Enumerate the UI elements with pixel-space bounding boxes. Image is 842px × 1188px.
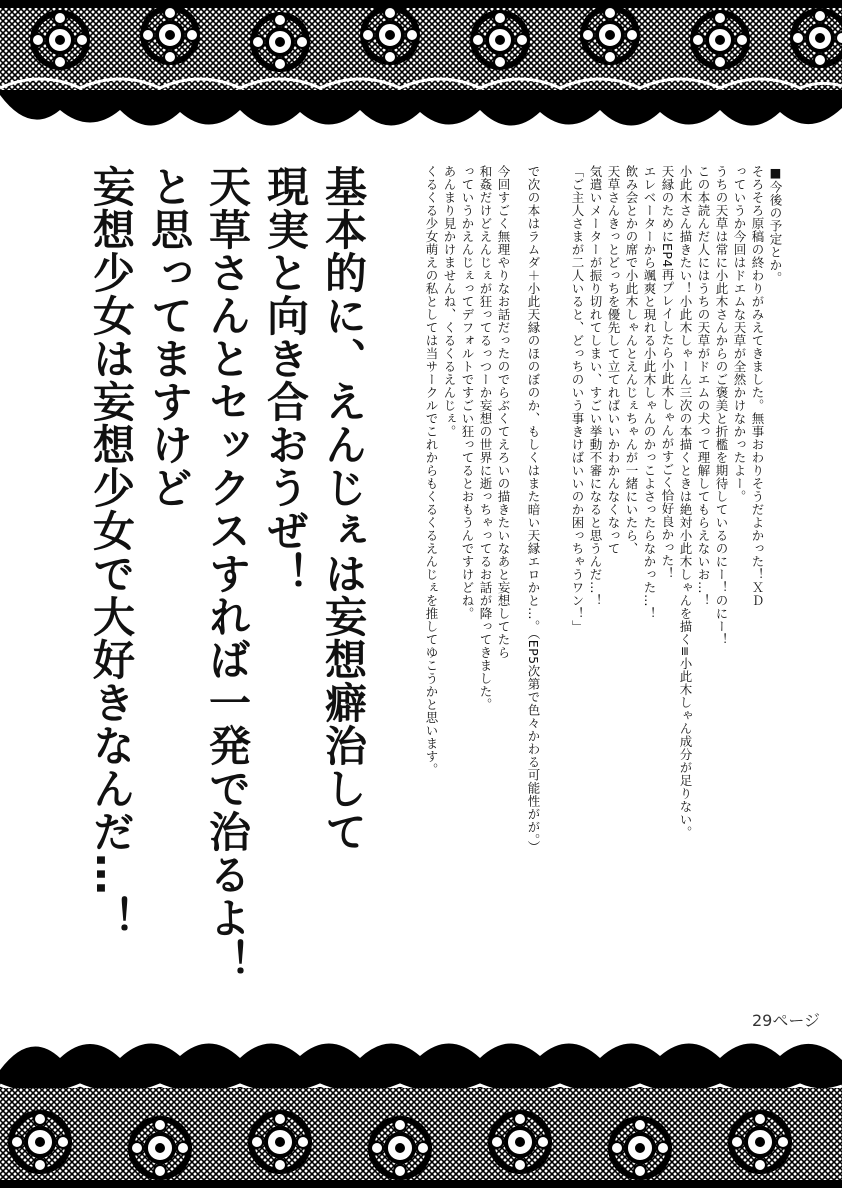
notes-line: そろそろ原稿の終わりがみえてきました。無事おわりそうだよかった！ＸＤ <box>750 165 765 607</box>
top-lace-border <box>0 0 842 140</box>
message-line: 妄想少女は妄想少女で大好きなんだ…！ <box>87 165 136 939</box>
message-line: 現実と向き合おうぜ！ <box>261 165 310 595</box>
notes-line: あんまり見かけませんね、くるくるえんじぇ。 <box>442 165 457 438</box>
notes-line: くるくる少女萌えの私としては当サークルでこれからもくるくるえんじぇを推してゆこうかと思います。 <box>424 165 439 776</box>
notes-line: っていうかえんじぇってデフォルトですごい狂ってるとおもうんですけどね。 <box>460 165 475 620</box>
notes-line: っていうか今回はドエムな天草が全然かけなかったよー。 <box>732 165 747 503</box>
notes-line: 天縁のためにEP4再プレイしたら小此木しゃんがすごく恰好良かった！ <box>660 165 675 580</box>
notes-line: 「ご主人さまが二人いると、どっちのいう事きけばいいのか困っちゃうワン！」 <box>570 165 585 633</box>
notes-line: 今回すごく無理やりなお話だったのでらぶくてえろいの描きたいなあと妄想してたら <box>496 165 511 659</box>
notes-paragraph-2 <box>524 165 542 853</box>
notes-line: 飲み会とかの席で小此木しゃんとえんじぇちゃんが一緒にいたら、 <box>624 165 639 555</box>
notes-line: 小此木さん描きたい！小此木しゃーん三次の本描くときは絶対小此木しゃんを描く≡小此木しゃん成分が足りない。 <box>678 165 693 839</box>
bottom-lace-border <box>0 1030 842 1188</box>
message-line: 天草さんとセックスすれば一発で治るよ！ <box>203 165 252 982</box>
notes-line: エレベーターから颯爽と現れる小此木しゃんのかっこよさったらなかった…！ <box>642 165 657 620</box>
notes-line: うちの天草は常に小此木さんからのご褒美と折檻を期待しているのにー！のにー！ <box>714 165 729 646</box>
notes-line: 天草さんきっとどっちを優先して立てればいいかわかんなくなって <box>606 165 621 555</box>
notes-paragraph-3 <box>422 165 512 776</box>
notes-paragraph-1 <box>568 165 766 839</box>
page-number: 29ページ <box>751 1011 820 1030</box>
notes-line: 和姦だけどえんじぇが狂ってるっつーか妄想の世界に逝っちゃってるお話が降ってきました。 <box>478 165 493 711</box>
notes-line: で次の本はラムダ＋小此天縁のほのぼのか、もしくはまた暗い天縁エロかと…。（EP5次第で色々かわる可能性がが。） <box>526 165 541 854</box>
notes-line: この本読んだ人にはうちの天草がドエムの犬って理解してもらえないお…！ <box>696 165 711 607</box>
message-line: と思ってますけど <box>145 165 194 509</box>
notes-line: 気遣いメーターが振り切れてしまい、すごい挙動不審になると思うんだ…！ <box>588 165 603 607</box>
message-line: 基本的に、えんじぇは妄想癖治して <box>319 165 368 853</box>
main-message <box>82 165 372 982</box>
schedule-heading: ■今後の予定とか。 <box>768 165 783 285</box>
